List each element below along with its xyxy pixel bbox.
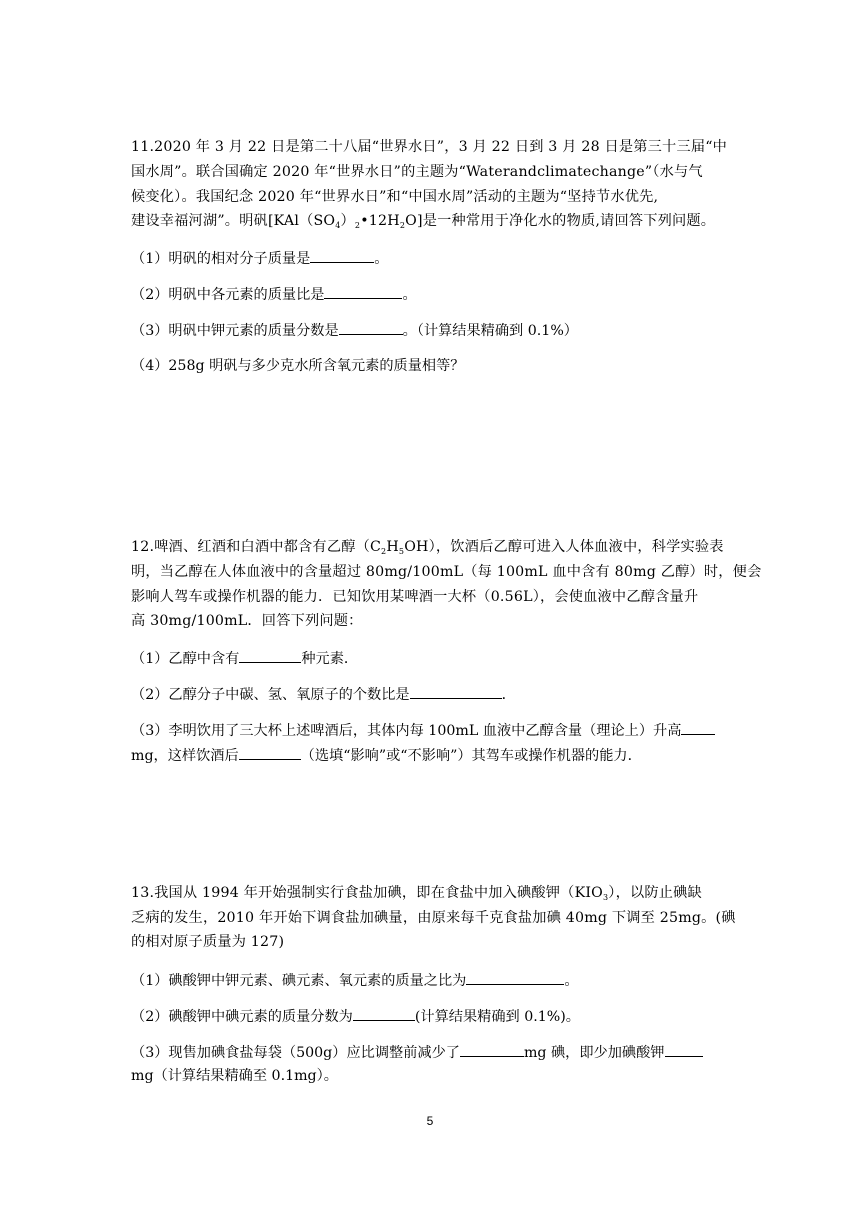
q11-part-2 xyxy=(131,283,417,305)
text-run: 。 xyxy=(564,973,579,989)
subscript: 2 xyxy=(399,221,406,230)
answer-blank[interactable] xyxy=(665,1041,703,1057)
text-run: ），以防止碘缺 xyxy=(608,885,702,901)
q13-part-1 xyxy=(131,969,579,991)
subscript: 2 xyxy=(354,221,361,230)
text-run: 12.啤酒、红酒和白酒中都含有乙醇（C xyxy=(131,539,382,555)
q12-part-3-line-1 xyxy=(131,719,715,741)
q11-stem-line-1: 11.2020 年 3 月 22 日是第二十八届“世界水日”，3 月 22 日到 3 月 28 日是第三十三届“中 xyxy=(131,139,728,155)
answer-blank[interactable] xyxy=(353,1005,415,1021)
answer-blank[interactable] xyxy=(460,1041,524,1057)
q12-stem-line-3: 影响人驾车或操作机器的能力．已知饮用某啤酒一大杯（0.56L），会使血液中乙醇含量升 xyxy=(131,589,699,605)
subscript: 4 xyxy=(335,221,341,230)
text-run: （2）明矾中各元素的质量比是 xyxy=(131,287,325,303)
answer-blank[interactable] xyxy=(466,969,564,985)
text-run: （3）李明饮用了三大杯上述啤酒后，其体内每 100mL 血液中乙醇含量（理论上）升高 xyxy=(131,723,682,739)
text-run: （1）明矾的相对分子质量是 xyxy=(131,251,311,267)
text-run: mg 碘，即少加碘酸钾 xyxy=(523,1045,665,1061)
subscript: 3 xyxy=(603,893,609,902)
text-run: 。 xyxy=(402,287,417,303)
q13-stem-line-1 xyxy=(131,883,702,908)
q11-stem-line-2: 国水周”。联合国确定 2020 年“世界水日”的主题为“Waterandclimatechange”（水与气 xyxy=(131,164,703,180)
q12-part-3-line-2 xyxy=(131,744,642,766)
q13-part-3-line-1 xyxy=(131,1041,703,1063)
text-run: H xyxy=(386,539,399,555)
q12-stem-line-4: 高 30mg/100mL．回答下列问题： xyxy=(131,613,363,629)
q13-stem-line-3: 的相对原子质量为 127) xyxy=(131,934,285,950)
text-run: 13.我国从 1994 年开始强制实行食盐加碘，即在食盐中加入碘酸钾（KIO xyxy=(131,885,603,901)
text-run: ） xyxy=(340,213,355,229)
text-run: （2）乙醇分子中碳、氢、氧原子的个数比是 xyxy=(131,687,410,703)
q11-stem-line-4 xyxy=(131,211,715,236)
q13-part-2 xyxy=(131,1005,580,1027)
subscript: 2 xyxy=(381,547,387,556)
answer-blank[interactable] xyxy=(239,647,301,663)
text-run: •12H xyxy=(360,213,400,229)
text-run: （1）碘酸钾中钾元素、碘元素、氧元素的质量之比为 xyxy=(131,973,467,989)
answer-blank[interactable] xyxy=(239,744,301,760)
text-run: （3）明矾中钾元素的质量分数是 xyxy=(131,323,339,339)
text-run: 。 xyxy=(374,251,389,267)
text-run: 种元素． xyxy=(301,651,359,667)
q11-part-3 xyxy=(131,319,578,341)
text-run: OH），饮酒后乙醇可进入人体血液中，科学实验表 xyxy=(404,539,724,555)
text-run: O]是一种常用于净化水的物质,请回答下列问题。 xyxy=(405,213,716,229)
text-run: （2）碘酸钾中碘元素的质量分数为 xyxy=(131,1009,353,1025)
text-run: 建设幸福河湖”。明矾[KAl（SO xyxy=(131,213,336,229)
text-run: （3）现售加碘食盐每袋（500g）应比调整前减少了 xyxy=(131,1045,460,1061)
text-run: （1）乙醇中含有 xyxy=(131,651,240,667)
text-run: ． xyxy=(501,687,516,703)
subscript: 5 xyxy=(398,547,405,556)
text-run: （选填“影响”或“不影响”）其驾车或操作机器的能力． xyxy=(300,748,642,764)
q12-part-1 xyxy=(131,647,358,669)
text-run: mg，这样饮酒后 xyxy=(131,748,239,764)
q11-stem-line-3: 候变化）。我国纪念 2020 年“世界水日”和“中国水周”活动的主题为“坚持节水优先, xyxy=(131,189,659,205)
q12-part-2 xyxy=(131,683,516,705)
text-run: 。（计算结果精确到 0.1%） xyxy=(402,323,578,339)
q11-part-1 xyxy=(131,247,388,269)
answer-blank[interactable] xyxy=(324,283,402,299)
q12-stem-line-2: 明，当乙醇在人体血液中的含量超过 80mg/100mL（每 100mL 血中含有 80mg 乙醇）时，便会 xyxy=(131,564,762,580)
answer-blank[interactable] xyxy=(681,719,715,735)
q12-stem-line-1 xyxy=(131,537,724,562)
q11-part-4: （4）258g 明矾与多少克水所含氧元素的质量相等？ xyxy=(131,358,465,374)
answer-blank[interactable] xyxy=(339,319,403,335)
answer-blank[interactable] xyxy=(310,247,374,263)
q13-part-3-line-2: mg（计算结果精确至 0.1mg）。 xyxy=(131,1068,338,1084)
q13-stem-line-2: 乏病的发生，2010 年开始下调食盐加碘量，由原来每千克食盐加碘 40mg 下调至 25mg。(碘 xyxy=(131,910,736,926)
page-number: 5 xyxy=(426,1114,434,1128)
answer-blank[interactable] xyxy=(410,683,502,699)
text-run: (计算结果精确到 0.1%)。 xyxy=(414,1009,580,1025)
